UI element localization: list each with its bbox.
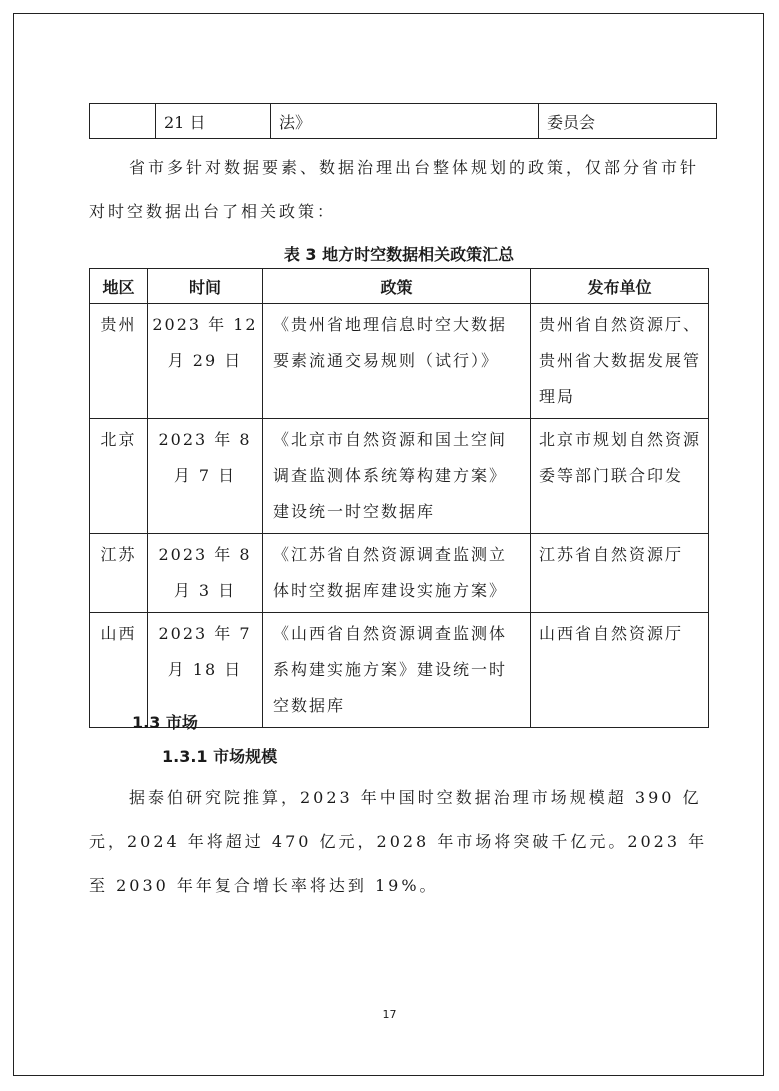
market-paragraph: 据泰伯研究院推算，2023 年中国时空数据治理市场规模超 390 亿元，2024 年将超过 470 亿元，2028 年市场将突破千亿元。2023 年至 2030 年年复合增长率将达到 19%。 xyxy=(89,788,708,895)
cell-date: 2023 年 8 月 3 日 xyxy=(148,534,263,613)
table-cell: 法》 xyxy=(271,104,539,139)
header-policy: 政策 xyxy=(263,269,531,304)
cell-date: 2023 年 12 月 29 日 xyxy=(148,304,263,419)
header-date: 时间 xyxy=(148,269,263,304)
policy-table xyxy=(89,268,709,728)
cell-date: 2023 年 7 月 18 日 xyxy=(148,613,263,728)
header-region: 地区 xyxy=(90,269,148,304)
table-cell: 21 日 xyxy=(156,104,271,139)
header-publisher: 发布单位 xyxy=(531,269,709,304)
section-heading: 1.3 市场 xyxy=(132,713,198,732)
table-caption: 表 3 地方时空数据相关政策汇总 xyxy=(283,245,515,264)
cell-publisher: 山西省自然资源厅 xyxy=(531,613,709,728)
table-row xyxy=(90,534,709,613)
cell-region: 贵州 xyxy=(90,304,148,419)
table-row xyxy=(90,419,709,534)
table-row xyxy=(90,304,709,419)
cell-publisher: 北京市规划自然资源委等部门联合印发 xyxy=(531,419,709,534)
table-row xyxy=(90,104,717,139)
intro-paragraph: 省市多针对数据要素、数据治理出台整体规划的政策，仅部分省市针对时空数据出台了相关政策： xyxy=(89,158,700,221)
cell-region: 江苏 xyxy=(90,534,148,613)
subsection-heading: 1.3.1 市场规模 xyxy=(162,747,278,766)
page-number: 17 xyxy=(382,1008,397,1021)
table-cell: 委员会 xyxy=(539,104,717,139)
table-header-row xyxy=(90,269,709,304)
continued-table-row xyxy=(89,103,717,139)
cell-policy: 《山西省自然资源调查监测体系构建实施方案》建设统一时空数据库 xyxy=(263,613,531,728)
cell-region: 北京 xyxy=(90,419,148,534)
cell-publisher: 江苏省自然资源厅 xyxy=(531,534,709,613)
cell-publisher: 贵州省自然资源厅、贵州省大数据发展管理局 xyxy=(531,304,709,419)
cell-policy: 《北京市自然资源和国土空间调查监测体系统筹构建方案》建设统一时空数据库 xyxy=(263,419,531,534)
cell-region: 山西 xyxy=(90,613,148,728)
table-cell xyxy=(90,104,156,139)
cell-policy: 《江苏省自然资源调查监测立体时空数据库建设实施方案》 xyxy=(263,534,531,613)
cell-policy: 《贵州省地理信息时空大数据要素流通交易规则（试行）》 xyxy=(263,304,531,419)
cell-date: 2023 年 8 月 7 日 xyxy=(148,419,263,534)
